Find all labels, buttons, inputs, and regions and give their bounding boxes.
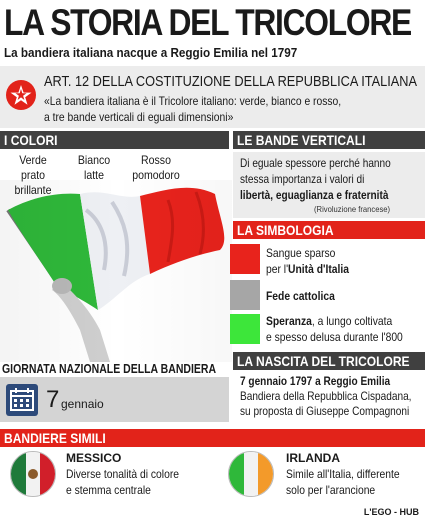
label-bianco: Bianco latte <box>77 153 111 182</box>
messico-desc: Diverse tonalità di colore e stemma centrale <box>66 467 180 497</box>
bande-heading-bar <box>233 131 425 149</box>
giornata-title: GIORNATA NAZIONALE DELLA BANDIERA <box>2 362 217 376</box>
article-title: ART. 12 DELLA COSTITUZIONE DELLA REPUBBLICA ITALIANA <box>44 73 417 90</box>
waving-flag-illustration <box>0 180 232 362</box>
bande-text: Di eguale spessore perché hanno stessa importanza i valori di libertà, eguaglianza e fraternità <box>240 156 391 202</box>
simbologia-rosso-text: Sangue sparso per l'Unità d'Italia <box>266 246 350 276</box>
messico-name: MESSICO <box>66 451 122 465</box>
nascita-text: 7 gennaio 1797 a Reggio Emilia Bandiera della Repubblica Cispadana, su proposta di Giuseppe Compagnoni <box>240 374 412 418</box>
label-rosso: Rosso pomodoro <box>132 153 180 182</box>
simbologia-bianco-swatch <box>230 280 260 310</box>
bande-heading: LE BANDE VERTICALI <box>237 132 366 148</box>
page-title: LA STORIA DEL TRICOLORE <box>4 2 411 43</box>
article-quote-line2: a tre bande verticali di eguali dimensioni» <box>44 110 234 124</box>
simbologia-heading-bar <box>233 221 425 239</box>
giornata-month: gennaio <box>61 397 104 411</box>
giornata-day: 7 <box>46 386 60 413</box>
page-subtitle: La bandiera italiana nacque a Reggio Emilia nel 1797 <box>4 45 298 60</box>
italian-emblem-icon <box>6 80 36 110</box>
irlanda-flag-icon <box>228 451 274 497</box>
simbologia-verde-text: Speranza, a lungo coltivata e spesso delusa durante l'800 <box>266 314 403 344</box>
irlanda-desc: Simile all'Italia, differente solo per l'arancione <box>286 467 400 497</box>
credit-label: L'EGO - HUB <box>363 507 419 517</box>
bande-note: (Rivoluzione francese) <box>314 204 391 214</box>
simbologia-bianco-text: Fede cattolica <box>266 289 335 303</box>
label-verde: Verde prato brillante <box>14 153 52 197</box>
nascita-heading: LA NASCITA DEL TRICOLORE <box>237 353 410 369</box>
irlanda-name: IRLANDA <box>286 451 340 465</box>
colori-heading-bar <box>0 131 229 149</box>
nascita-heading-bar <box>233 352 425 370</box>
article-quote-line1: «La bandiera italiana è il Tricolore italiano: verde, bianco e rosso, <box>44 94 342 108</box>
simili-heading-bar <box>0 429 425 447</box>
bande-values: libertà, eguaglianza e fraternità <box>240 188 389 202</box>
simbologia-rosso-swatch <box>230 244 260 274</box>
colori-heading: I COLORI <box>4 132 58 148</box>
simbologia-heading: LA SIMBOLOGIA <box>237 222 334 238</box>
simili-heading: BANDIERE SIMILI <box>4 430 106 446</box>
messico-flag-icon <box>10 451 56 497</box>
calendar-icon <box>6 384 38 416</box>
article-quote <box>44 93 405 125</box>
simbologia-verde-swatch <box>230 314 260 344</box>
